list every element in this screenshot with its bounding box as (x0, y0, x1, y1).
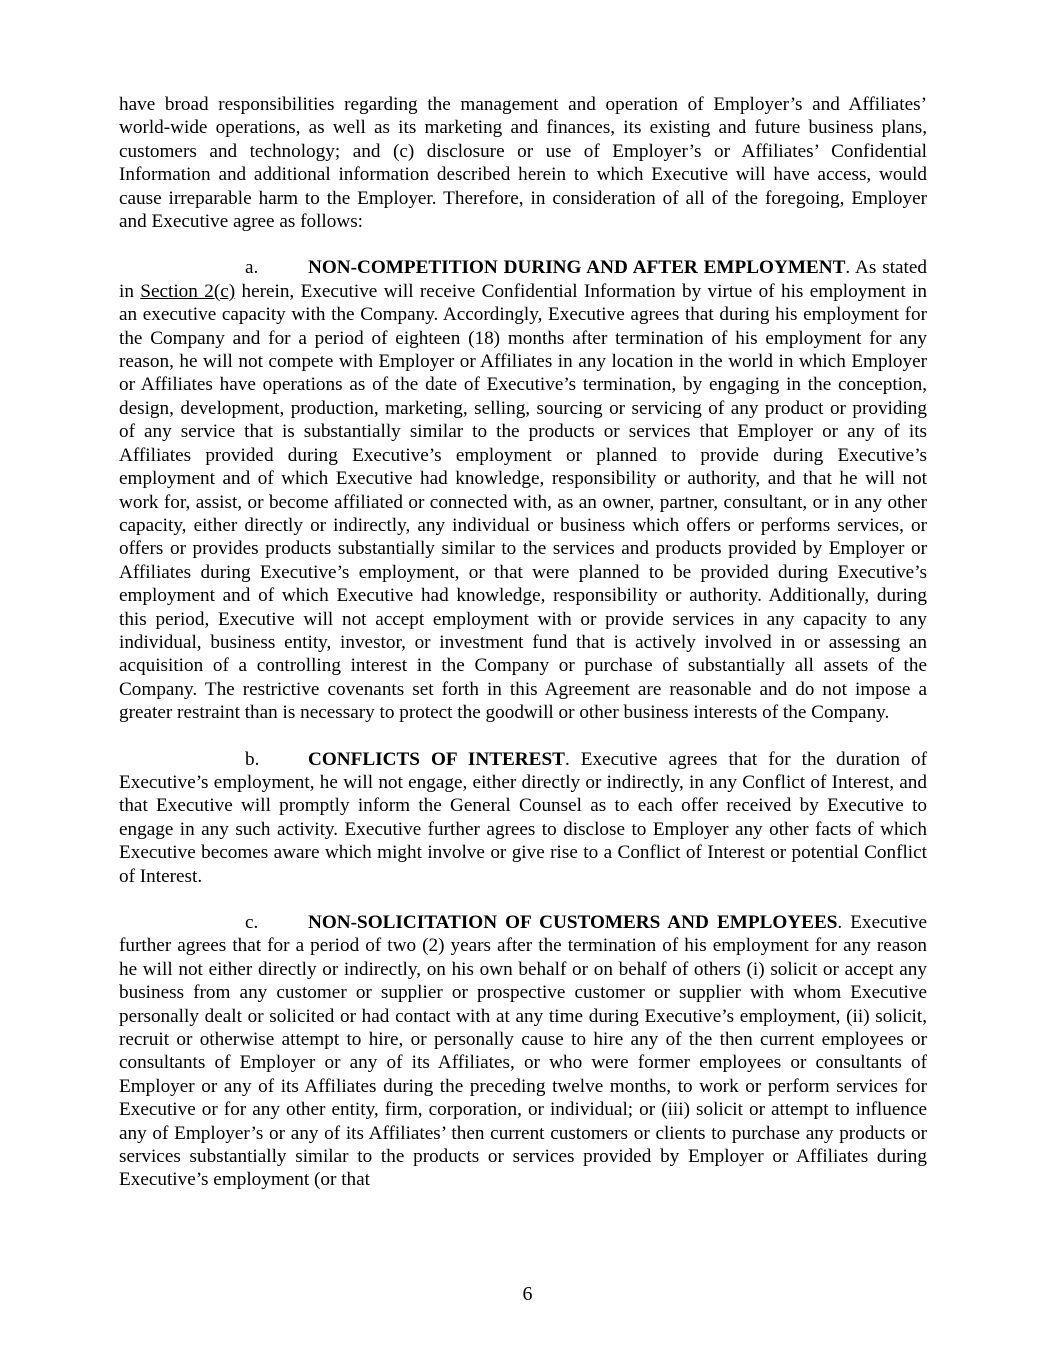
section-b-letter: b. (245, 748, 260, 770)
intro-text: have broad responsibilities regarding the management and operation of Employer’s and Affiliates’ world-wide operations, as well as its marketing and finances, its existing and future business plans, customers and technology; and (c) disclosure or use of Employer’s or Affiliates’ Confidential Information and additional information described herein to which Executive will have access, would cause irreparable harm to the Employer. Therefore, in consideration of all of the foregoing, Employer and Executive agree as follows: (119, 94, 927, 233)
section-a-paragraph (119, 256, 927, 724)
section-c-heading: NON-SOLICITATION OF CUSTOMERS AND EMPLOYEES (308, 912, 838, 933)
section-b-body: . Executive agrees that for the duration of Executive’s employment, he will not engage, either directly or indirectly, in any Conflict of Interest, and that Executive will promptly inform the General Counsel as to each offer received by Executive to engage in any such activity. Executive further agrees to disclose to Employer any other facts of which Executive becomes aware which might involve or give rise to a Conflict of Interest or potential Conflict of Interest. (119, 748, 927, 887)
intro-paragraph (119, 93, 927, 233)
section-a-body: herein, Executive will receive Confidential Information by virtue of his employment in an executive capacity with the Company. Accordingly, Executive agrees that during his employment for the Company and for a period of eighteen (18) months after termination of his employment for any reason, he will not compete with Employer or Affiliates in any location in the world in which Employer or Affiliates have operations as of the date of Executive’s termination, by engaging in the conception, design, development, production, marketing, selling, sourcing or servicing of any product or providing of any service that is substantially similar to the products or services that Employer or any of its Affiliates provided during Executive’s employment or planned to provide during Executive’s employment and of which Executive had knowledge, responsibility or authority, and that he will not work for, assist, or become affiliated or connected with, as an owner, partner, consultant, or in any other capacity, either directly or indirectly, any individual or business which offers or performs services, or offers or provides products substantially similar to the services and products provided by Employer or Affiliates during Executive’s employment, or that were planned to be provided during Executive’s employment and of which Executive had knowledge, responsibility or authority. Additionally, during this period, Executive will not accept employment with or provide services in any capacity to any individual, business entity, investor, or investment fund that is actively involved in or assessing an acquisition of a controlling interest in the Company or purchase of substantially all assets of the Company. The restrictive covenants set forth in this Agreement are reasonable and do not impose a greater restraint than is necessary to protect the goodwill or other business interests of the Company. (119, 280, 927, 724)
section-a-letter: a. (245, 257, 259, 279)
section-b-heading: CONFLICTS OF INTEREST (308, 748, 565, 770)
section-c-paragraph (119, 911, 927, 1192)
page-number: 6 (522, 1283, 533, 1305)
section-a-lead: . As stated in (119, 257, 927, 302)
section-b-paragraph (119, 748, 927, 888)
section-c-letter: c. (245, 912, 259, 933)
section-c-body: . Executive further agrees that for a period of two (2) years after the termination of his employment for any reason he will not either directly or indirectly, on his own behalf or on behalf of others (i) solicit or accept any business from any customer or supplier or prospective customer or supplier with whom Executive personally dealt or solicited or had contact with at any time during Executive’s employment, (ii) solicit, recruit or otherwise attempt to hire, or personally cause to hire any of the then current employees or consultants of Employer or any of its Affiliates, or who were former employees or consultants of Employer or any of its Affiliates during the preceding twelve months, to work or perform services for Executive or for any other entity, firm, corporation, or individual; or (iii) solicit or attempt to influence any of Employer’s or any of its Affiliates’ then current customers or clients to purchase any products or services substantially similar to the products or services provided by Employer or Affiliates during Executive’s employment (or that (119, 912, 927, 1191)
section-a-heading: NON-COMPETITION DURING AND AFTER EMPLOYMENT (308, 257, 846, 279)
section-a-cross-reference: Section 2(c) (140, 280, 236, 302)
document-page (119, 93, 927, 1215)
